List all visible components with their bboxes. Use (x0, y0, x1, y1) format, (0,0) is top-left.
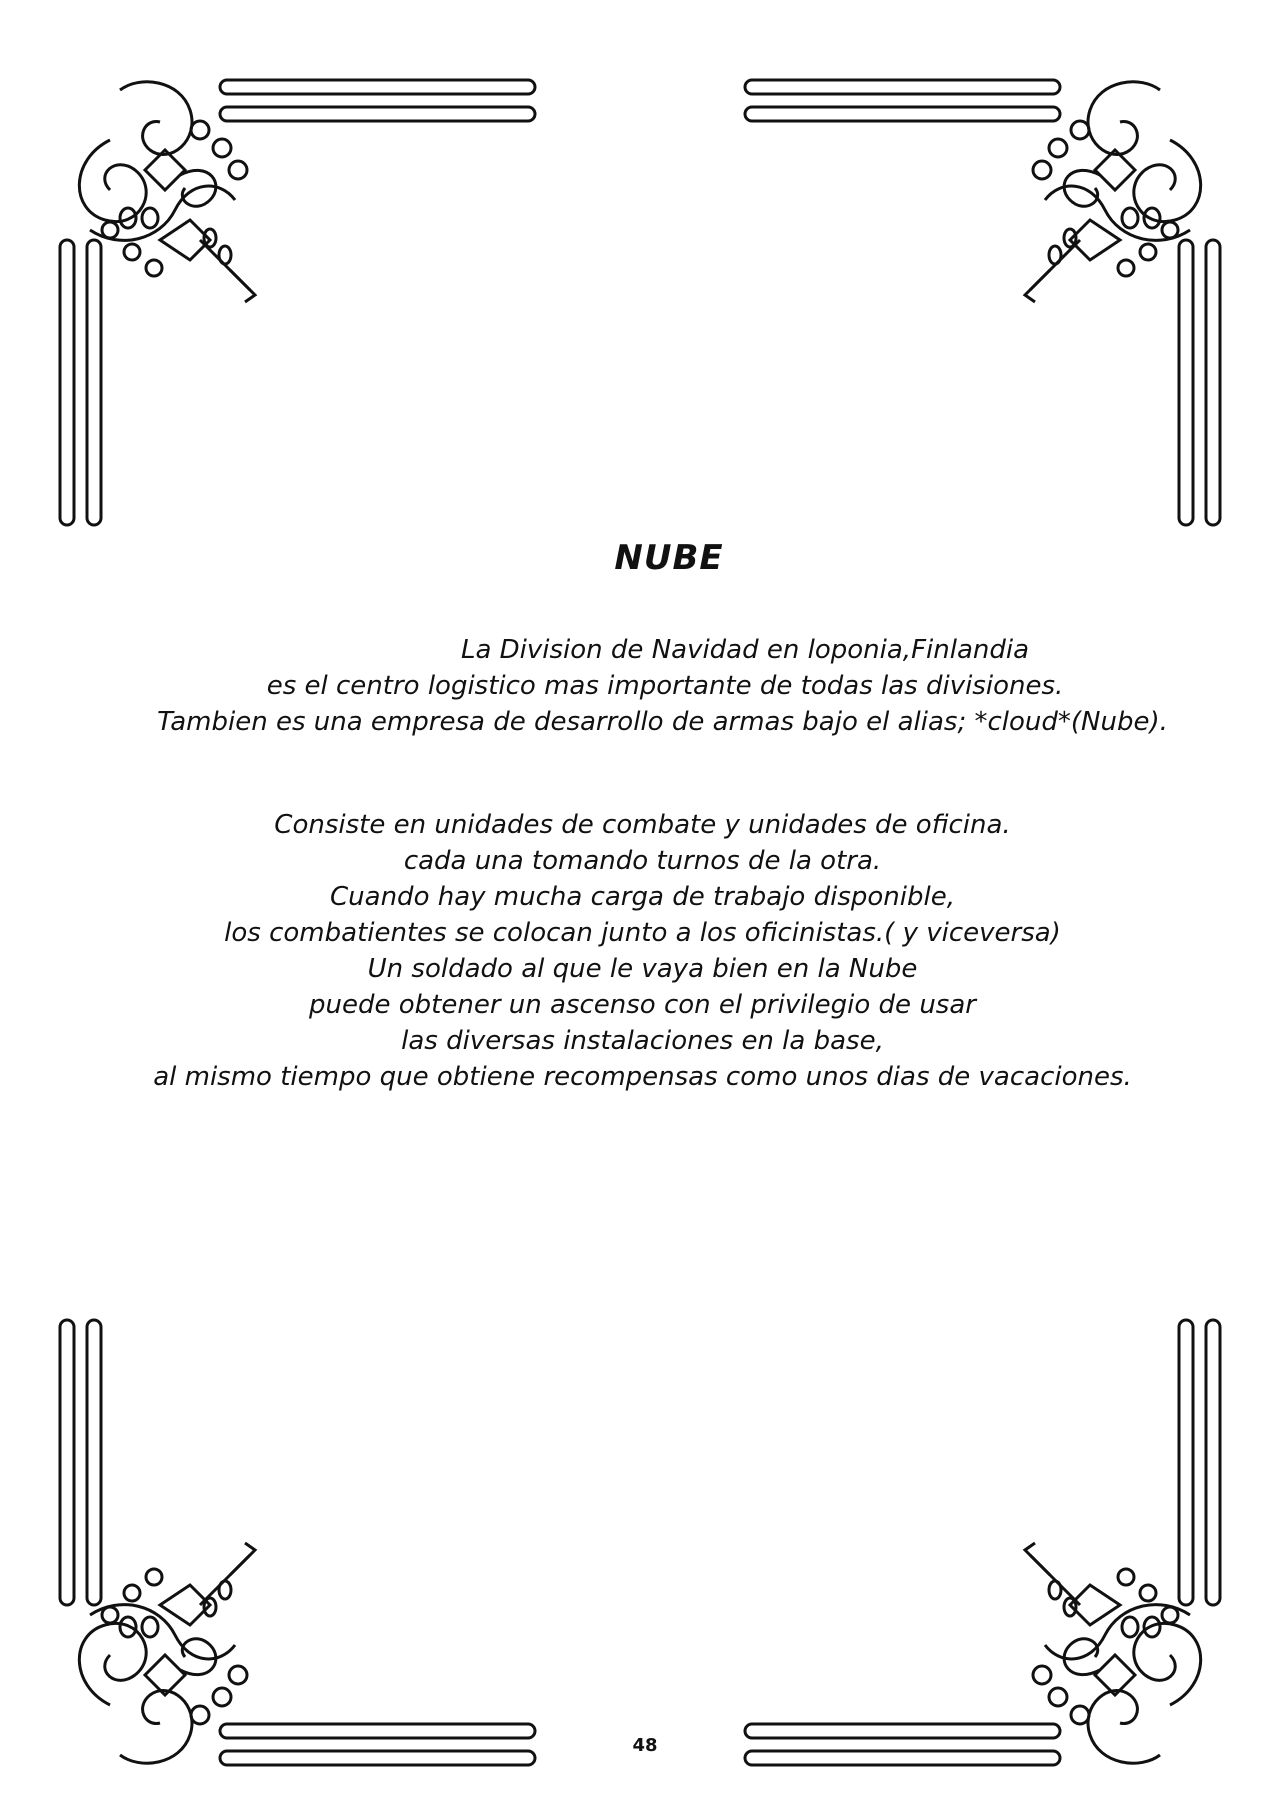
ornament-icon (50, 70, 550, 540)
border-corner-bottom-left (50, 1305, 550, 1775)
border-corner-top-right (730, 70, 1230, 540)
paragraph-2-line-7: las diversas instalaciones en la base, (401, 1026, 884, 1056)
paragraph-2-line-4: los combatientes se colocan junto a los oficinistas.( y viceversa) (224, 918, 1061, 948)
page-number: 48 (632, 1735, 658, 1756)
border-corner-bottom-right (730, 1305, 1230, 1775)
border-corner-top-left (50, 70, 550, 540)
page-title: NUBE (614, 538, 724, 578)
paragraph-1-line-3: Tambien es una empresa de desarrollo de armas bajo el alias; *cloud*(Nube). (157, 707, 1168, 737)
ornament-icon (730, 1305, 1230, 1775)
paragraph-2-line-3: Cuando hay mucha carga de trabajo disponible, (330, 882, 955, 912)
paragraph-2-line-8: al mismo tiempo que obtiene recompensas como unos dias de vacaciones. (153, 1062, 1132, 1092)
paragraph-2-line-1: Consiste en unidades de combate y unidades de oficina. (274, 810, 1011, 840)
ornament-icon (50, 1305, 550, 1775)
paragraph-1-line-2: es el centro logistico mas importante de todas las divisiones. (266, 671, 1064, 701)
ornament-icon (730, 70, 1230, 540)
paragraph-2-line-5: Un soldado al que le vaya bien en la Nube (367, 954, 918, 984)
paragraph-2-line-2: cada una tomando turnos de la otra. (403, 846, 882, 876)
paragraph-1-line-1: La Division de Navidad en loponia,Finlandia (460, 635, 1030, 665)
paragraph-2-line-6: puede obtener un ascenso con el privilegio de usar (309, 990, 976, 1020)
